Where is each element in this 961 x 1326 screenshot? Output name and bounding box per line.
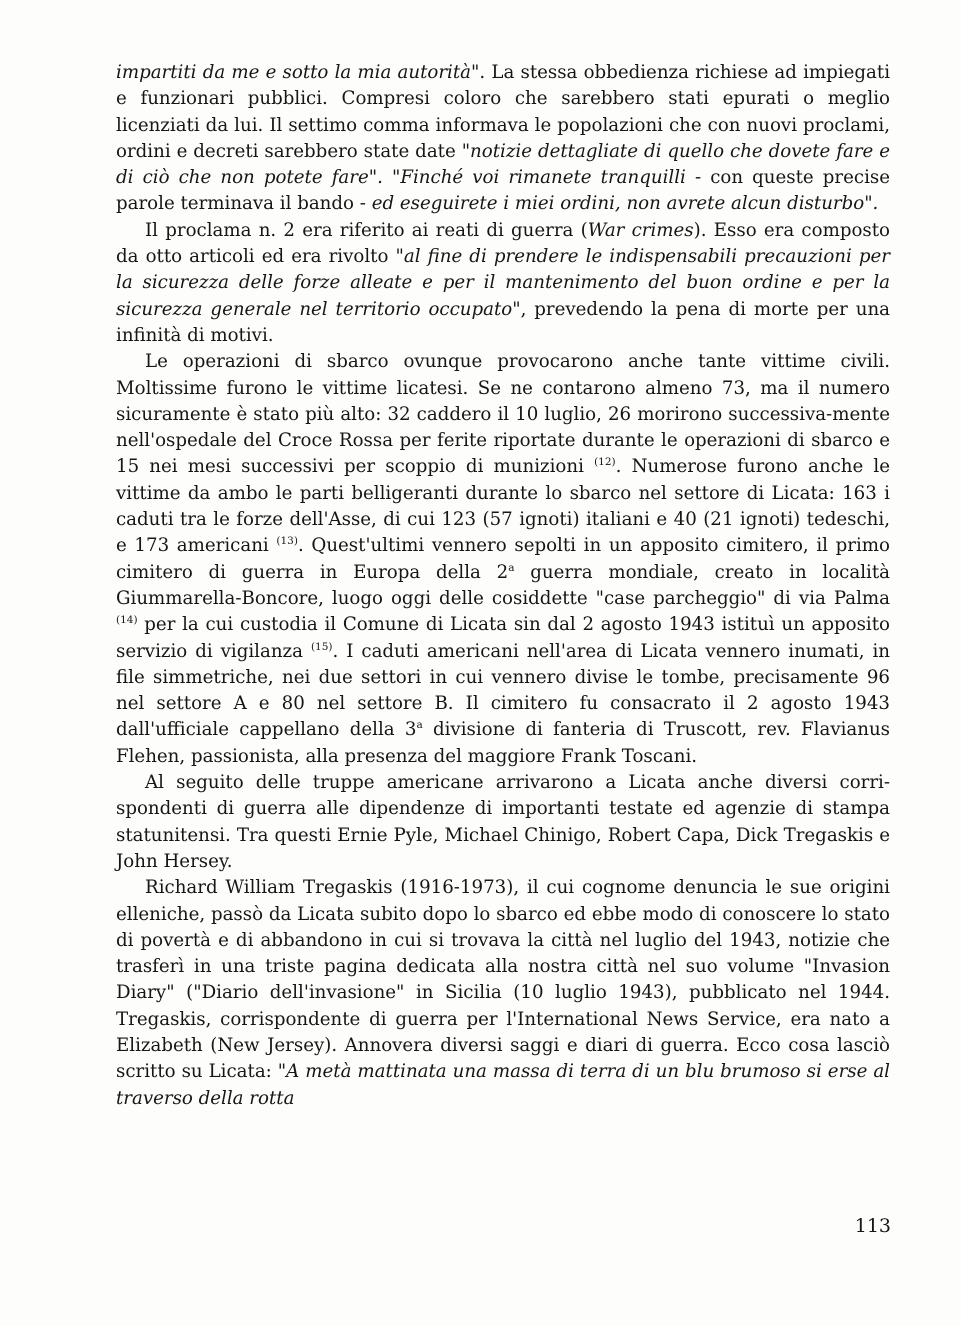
page-number: 113: [854, 1215, 891, 1237]
paragraph-5: [116, 875, 890, 1112]
text-run: , prevedendo la pena di morte per una infinità di motivi.: [116, 298, 891, 346]
text-run: - con queste precise parole terminava il bando -: [116, 167, 890, 215]
text-run: ). Esso era composto da otto articoli ed era rivolto: [116, 219, 891, 268]
text-run: Le operazioni di sbarco ovunque provocarono anche tante vittime civili. Moltissime furono le vittime licatesi. Se ne contarono almeno 73, ma il numero sicuramente è stato più alto: 32 caddero il 10 luglio, 26 morirono successiva-mente nell'ospedale del Croce Rossa per ferite riportate durante le operazioni di sbarco e 15 nei mesi successivi per scoppio di munizioni: [116, 351, 890, 478]
italic-text: impartiti da me e sotto la mia autorità": [116, 62, 480, 83]
text-run: . I caduti americani nell'area di Licata vennero inumati, in file simmetriche, nei due settori in cui vennero divise le tombe, precisamente 96 nel settore A e 80 nel settore B. Il cimitero fu consacrato il 2 agosto 1943 dall'ufficiale cappellano della 3: [116, 640, 890, 741]
text-run: Al seguito delle truppe americane arrivarono a Licata anche diversi corri-spondenti di guerra alle dipendenze di importanti testate ed agenzie di stampa statunitensi. Tra questi Ernie Pyle, Michael Chinigo, Robert Capa, Dick Tregaskis e John Hersey.: [116, 772, 890, 872]
italic-text: War crimes: [587, 219, 694, 241]
paragraph-2: [116, 218, 890, 349]
footnote-ref: a: [416, 719, 423, 732]
text-run: per la cui custodia il Comune di Licata sin dal 2 agosto 1943 istituì un apposito servizio di vigilanza: [116, 614, 890, 662]
footnote-ref: (12): [594, 456, 616, 469]
paragraph-1: [116, 60, 890, 218]
text-run: . Numerose furono anche le vittime da ambo le parti belligeranti durante lo sbarco nel settore di Licata: 163 i caduti tra le forze dell'Asse, di cui 123 (57 ignoti) italiani e 40 (21 ignoti) tedeschi, e 173 americani: [116, 456, 890, 557]
italic-text: "A metà mattinata una massa di terra di un blu brumoso si erse al traverso della rotta: [116, 1061, 890, 1109]
text-run: . Quest'ultimi vennero sepolti in un apposito cimitero, il primo cimitero di guerra in Europa della 2: [116, 535, 890, 583]
text-run: guerra mondiale, creato in località Giummarella-Boncore, luogo oggi delle cosiddette "case parcheggio" di via Palma: [116, 561, 890, 609]
italic-text: ed eseguirete i miei ordini, non avrete alcun disturbo".: [371, 193, 879, 215]
footnote-ref: (13): [276, 535, 298, 548]
italic-text: "notizie dettagliate di quello che dovete fare e di ciò che non potete fare". "Finché voi rimanete tranquilli: [116, 140, 890, 189]
text-run: divisione di fanteria di Truscott, rev. Flavianus Flehen, passionista, alla presenza del maggiore Frank Toscani.: [116, 719, 891, 767]
italic-text: "al fine di prendere le indispensabili precauzioni per la sicurezza delle forze alleate e per il mantenimento del buon ordine e per la sicurezza generale nel territorio occupato": [116, 246, 891, 320]
footnote-ref: a: [508, 561, 515, 574]
paragraph-4: [116, 770, 890, 875]
footnote-ref: (15): [310, 640, 333, 653]
footnote-ref: (14): [116, 614, 138, 627]
text-run: Il proclama n. 2 era riferito ai reati di guerra (: [145, 219, 588, 241]
body-text: [116, 60, 890, 1112]
text-run: Richard William Tregaskis (1916-1973), il cui cognome denuncia le sue origini elleniche, passò da Licata subito dopo lo sbarco ed ebbe modo di conoscere lo stato di povertà e di abbandono in cui si trovava la città nel luglio del 1943, notizie che trasferì in una triste pagina dedicata alla nostra città nel suo volume "Invasion Diary" ("Diario dell'invasione" in Sicilia (10 luglio 1943), pubblicato nel 1944. Tregaskis, corrispondente di guerra per l'International News Service, era nato a Elizabeth (New Jersey). Annovera diversi saggi e diari di guerra. Ecco cosa lasciò scritto su Licata:: [116, 877, 890, 1083]
text-run: . La stessa obbedienza richiese ad impiegati e funzionari pubblici. Compresi coloro che sarebbero stati epurati o meglio licenziati da lui. Il settimo comma informava le popolazioni che con nuovi proclami, ordini e decreti sarebbero state date: [116, 62, 891, 162]
paragraph-3: [116, 349, 890, 770]
